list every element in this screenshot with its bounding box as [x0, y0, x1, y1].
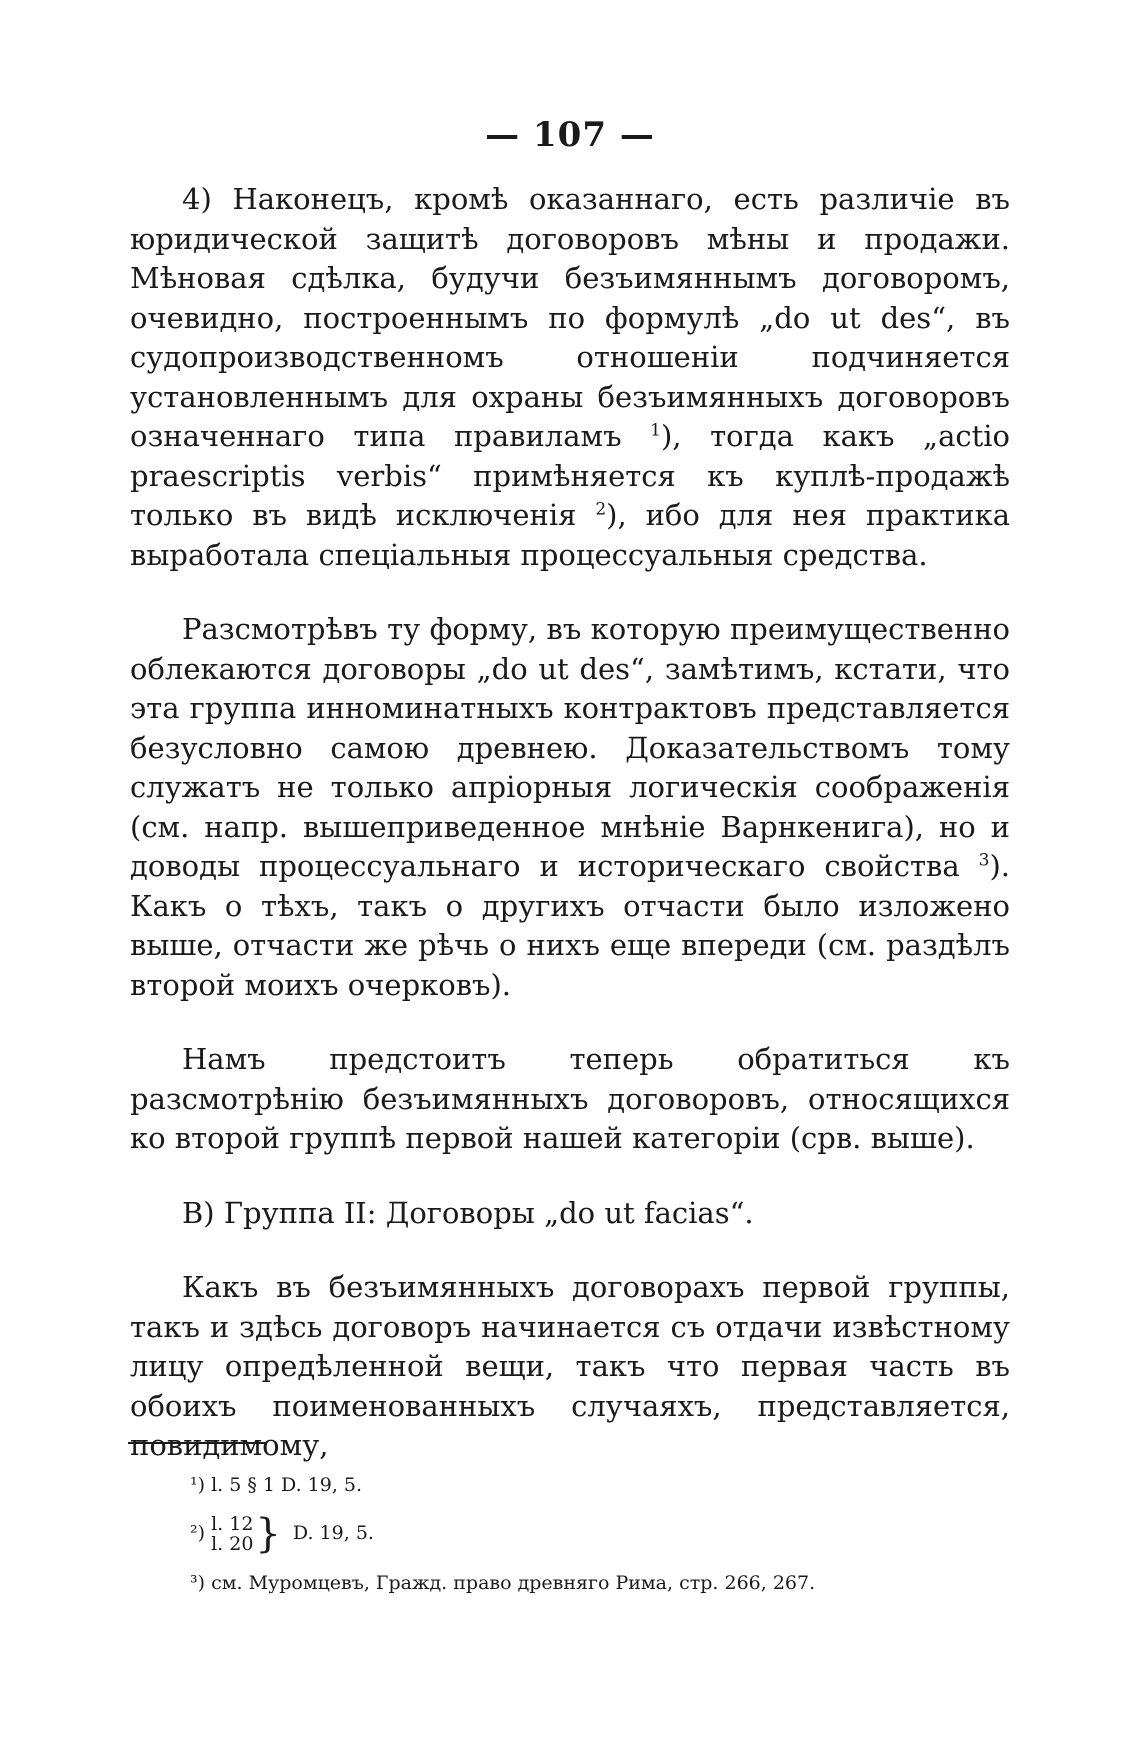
- footnote-3: [190, 1570, 990, 1596]
- footnote-1: [190, 1472, 990, 1498]
- paragraph-text: ), ибо для нея практика выработала спеціальныя процессуальныя средства.: [130, 498, 1011, 572]
- body-text: [130, 180, 1010, 1466]
- footnote-text: D. 19, 5.: [292, 1522, 374, 1544]
- footnote-stack: [211, 1514, 253, 1554]
- paragraph: [130, 180, 1010, 575]
- paragraph-text: ). Какъ о тѣхъ, такъ о другихъ отчасти было изложено выше, отчасти же рѣчь о нихъ еще впереди (см. раздѣлъ второй моихъ очерковъ).: [130, 849, 1010, 1002]
- paragraph-text: Какъ въ безъимянныхъ договорахъ первой группы, такъ и здѣсь договоръ начинается съ отдачи извѣстному лицу опредѣленной вещи, такъ что первая часть въ обоихъ поименованныхъ случаяхъ, представляется, повидимому,: [130, 1270, 1010, 1462]
- paragraph-text: Разсмотрѣвъ ту форму, въ которую преимущественно облекаются договоры „do ut des“, замѣтимъ, кстати, что эта группа инноминатныхъ контрактовъ представляется безусловно самою древнею. Доказательствомъ тому служатъ не только апріорныя логическія соображенія (см. напр. вышеприведенное мнѣніе Варнкенига), но и доводы процессуальнаго и историческаго свойства: [130, 612, 1010, 883]
- footnote-reference: 1: [650, 420, 661, 441]
- brace-glyph: }: [255, 1511, 281, 1557]
- paragraph: [130, 1268, 1010, 1466]
- footnote-mark: ³): [190, 1572, 206, 1594]
- footnote-text: см. Муромцевъ, Гражд. право древняго Рима, стр. 266, 267.: [211, 1572, 816, 1594]
- footnote-reference: 3: [978, 850, 990, 871]
- footnote-mark: ²): [190, 1522, 206, 1544]
- paragraph-text: Намъ предстоитъ теперь обратиться къ разсмотрѣнію безъимянныхъ договоровъ, относящихся ко второй группѣ первой нашей категоріи (срв. выше).: [130, 1042, 1010, 1155]
- paragraph-text: ), тогда какъ „actio praescriptis verbis“ примѣняется къ куплѣ-продажѣ только въ видѣ исключенія: [130, 419, 1010, 532]
- section-heading: [130, 1194, 1010, 1234]
- footnote-text: l. 5 § 1 D. 19, 5.: [211, 1474, 363, 1496]
- footnote-2: [190, 1511, 990, 1557]
- footnote-reference: 2: [595, 499, 607, 520]
- footnote-mark: ¹): [190, 1474, 206, 1496]
- footnote-stack-top: l. 12: [211, 1513, 254, 1535]
- page-number: — 107 —: [485, 115, 655, 155]
- paragraph: [130, 1040, 1010, 1159]
- footnotes: [190, 1472, 990, 1596]
- paragraph: [130, 610, 1010, 1005]
- footnote-stack-bottom: l. 20: [211, 1533, 254, 1555]
- paragraph-text: В) Группа II: Договоры „do ut facias“.: [182, 1195, 754, 1230]
- footnote-divider: [128, 1442, 266, 1444]
- paragraph-text: 4) Наконецъ, кромѣ оказаннаго, есть различіе въ юридической защитѣ договоровъ мѣны и продажи. Мѣновая сдѣлка, будучи безъимяннымъ договоромъ, очевидно, построеннымъ по формулѣ „do ut des“, въ судопроизводственномъ отношеніи подчиняется установленнымъ для охраны безъимянныхъ договоровъ означеннаго типа правиламъ: [130, 182, 1010, 453]
- footnote-bracket-group: [211, 1511, 287, 1557]
